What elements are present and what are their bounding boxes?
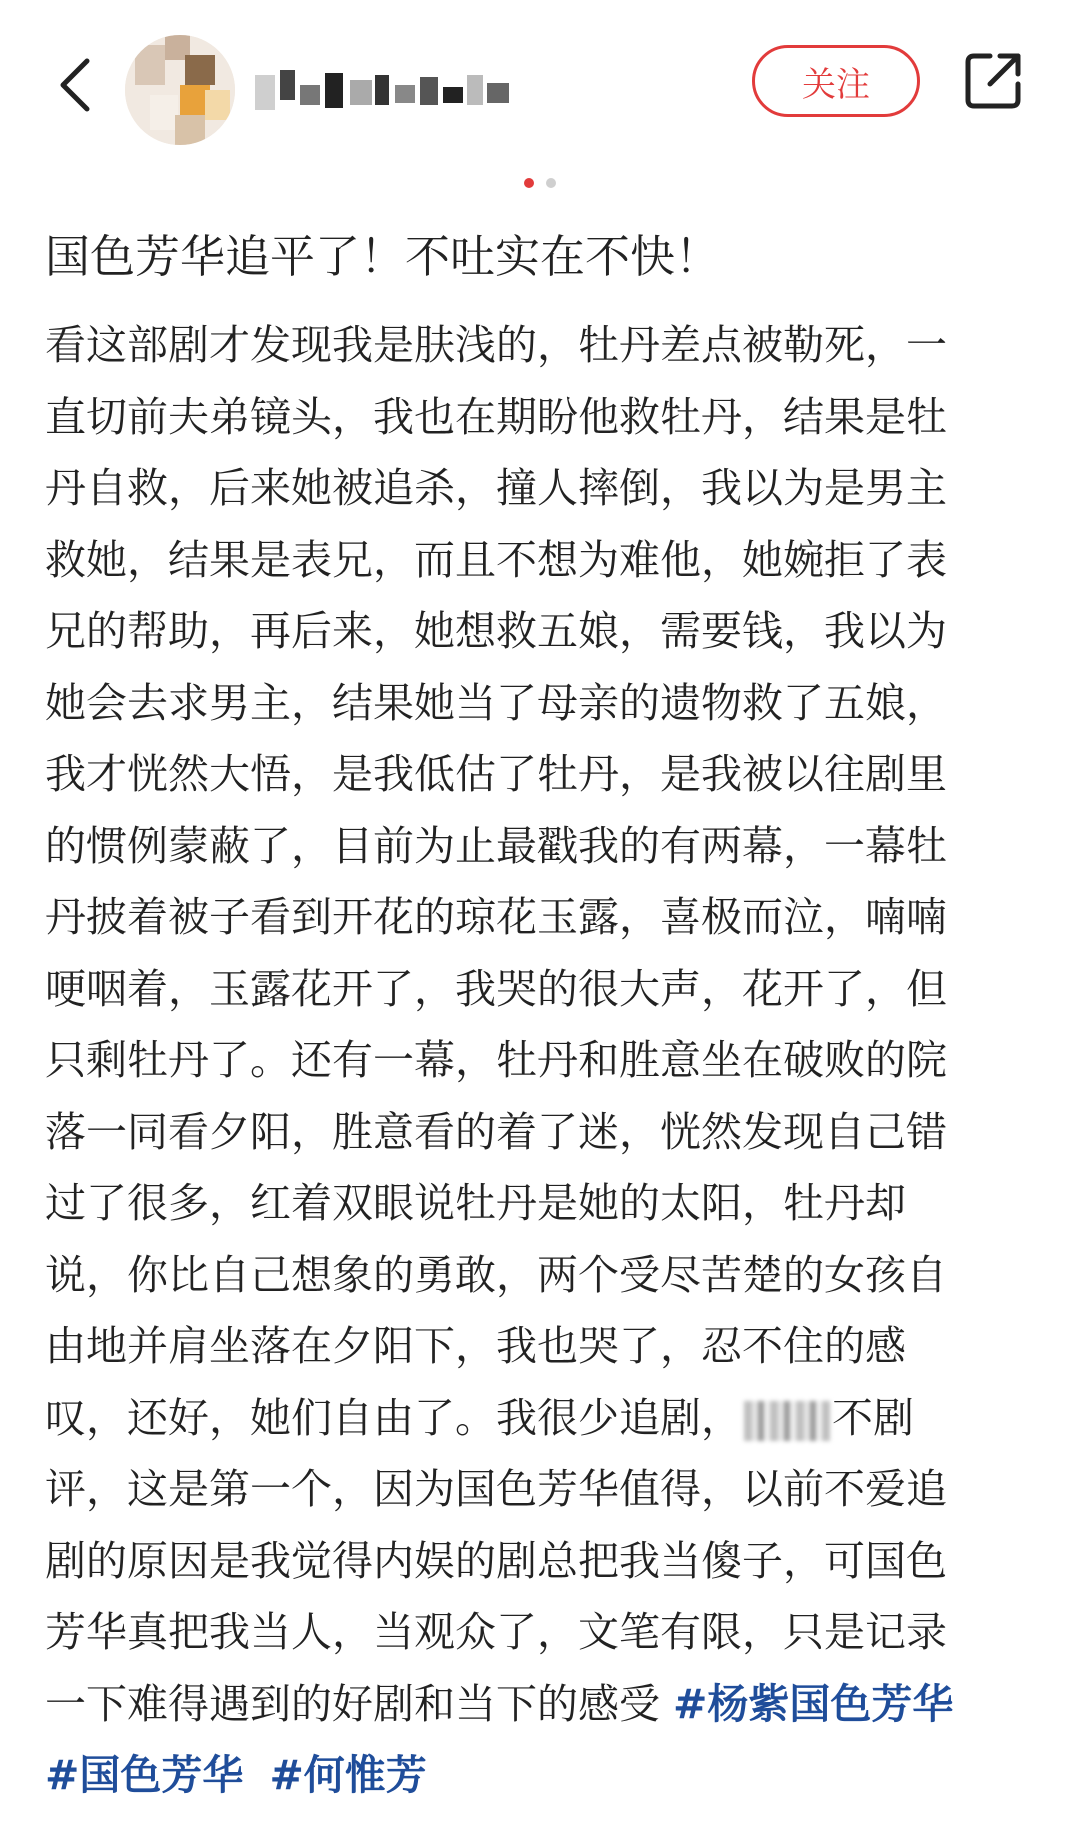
top-bar (0, 0, 1080, 165)
post-line (45, 1669, 1035, 1741)
post-line (45, 1740, 1035, 1812)
hashtag-link[interactable]: #国色芳华 (45, 1751, 244, 1799)
post-line-text: 一下难得遇到的好剧和当下的感受 (45, 1679, 674, 1728)
follow-button[interactable]: 关注 (752, 45, 920, 117)
post-line: 看这部剧才发现我是肤浅的，牡丹差点被勒死，一 (45, 321, 947, 369)
image-pager-dots (0, 178, 1080, 188)
post-line: 落一同看夕阳，胜意看的着了迷，恍然发现自己错 (45, 1107, 947, 1156)
post-line: 直切前夫弟镜头，我也在期盼他救牡丹，结果是牡 (45, 392, 947, 441)
post-line: 她会去求男主，结果她当了母亲的遗物救了五娘， (45, 678, 947, 727)
share-button[interactable] (960, 48, 1026, 114)
hashtag-link[interactable]: #杨紫国色芳华 (673, 1679, 954, 1728)
back-button[interactable] (40, 40, 110, 130)
post-line: 剧的原因是我觉得内娱的剧总把我当傻子，可国色 (45, 1536, 947, 1585)
post-line: 说，你比自己想象的勇敢，两个受尽苦楚的女孩自 (45, 1250, 947, 1299)
share-external-icon (960, 48, 1026, 114)
post-line-text: 不剧 (832, 1393, 914, 1442)
avatar-image (125, 35, 235, 145)
post-line (45, 1383, 1035, 1455)
post-line: 丹自救，后来她被追杀，撞人摔倒，我以为是男主 (45, 464, 947, 512)
post-line: 哽咽着，玉露花开了，我哭的很大声，花开了，但 (45, 964, 947, 1013)
post-line-text: 叹，还好，她们自由了。我很少追剧， (45, 1393, 742, 1442)
username-redacted[interactable] (255, 55, 525, 125)
avatar[interactable] (125, 35, 235, 145)
pager-dot-active (524, 178, 534, 188)
post-line: 兄的帮助，再后来，她想救五娘，需要钱，我以为 (45, 607, 947, 655)
post-line: 芳华真把我当人，当观众了，文笔有限，只是记录 (45, 1608, 947, 1656)
post-title: 国色芳华追平了！不吐实在不快！ (45, 230, 721, 283)
post-line: 我才恍然大悟，是我低估了牡丹，是我被以往剧里 (45, 750, 947, 798)
post-line: 由地并肩坐落在夕阳下，我也哭了，忍不住的感 (45, 1322, 906, 1370)
hashtag-link[interactable]: #何惟芳 (269, 1751, 427, 1799)
post-line: 只剩牡丹了。还有一幕，牡丹和胜意坐在破败的院 (45, 1036, 947, 1084)
post-body (45, 310, 1035, 1812)
redacted-username-mosaic (255, 55, 525, 125)
chevron-left-icon (55, 55, 95, 115)
post-line: 评，这是第一个，因为国色芳华值得，以前不爱追 (45, 1465, 947, 1513)
post-line: 救她，结果是表兄，而且不想为难他，她婉拒了表 (45, 535, 947, 584)
pager-dot (546, 178, 556, 188)
redacted-text-mosaic (744, 1401, 830, 1441)
post-line: 的惯例蒙蔽了，目前为止最戳我的有两幕，一幕牡 (45, 821, 947, 870)
post-line: 过了很多，红着双眼说牡丹是她的太阳，牡丹却 (45, 1179, 906, 1227)
post-line: 丹披着被子看到开花的琼花玉露，喜极而泣，喃喃 (45, 893, 947, 941)
